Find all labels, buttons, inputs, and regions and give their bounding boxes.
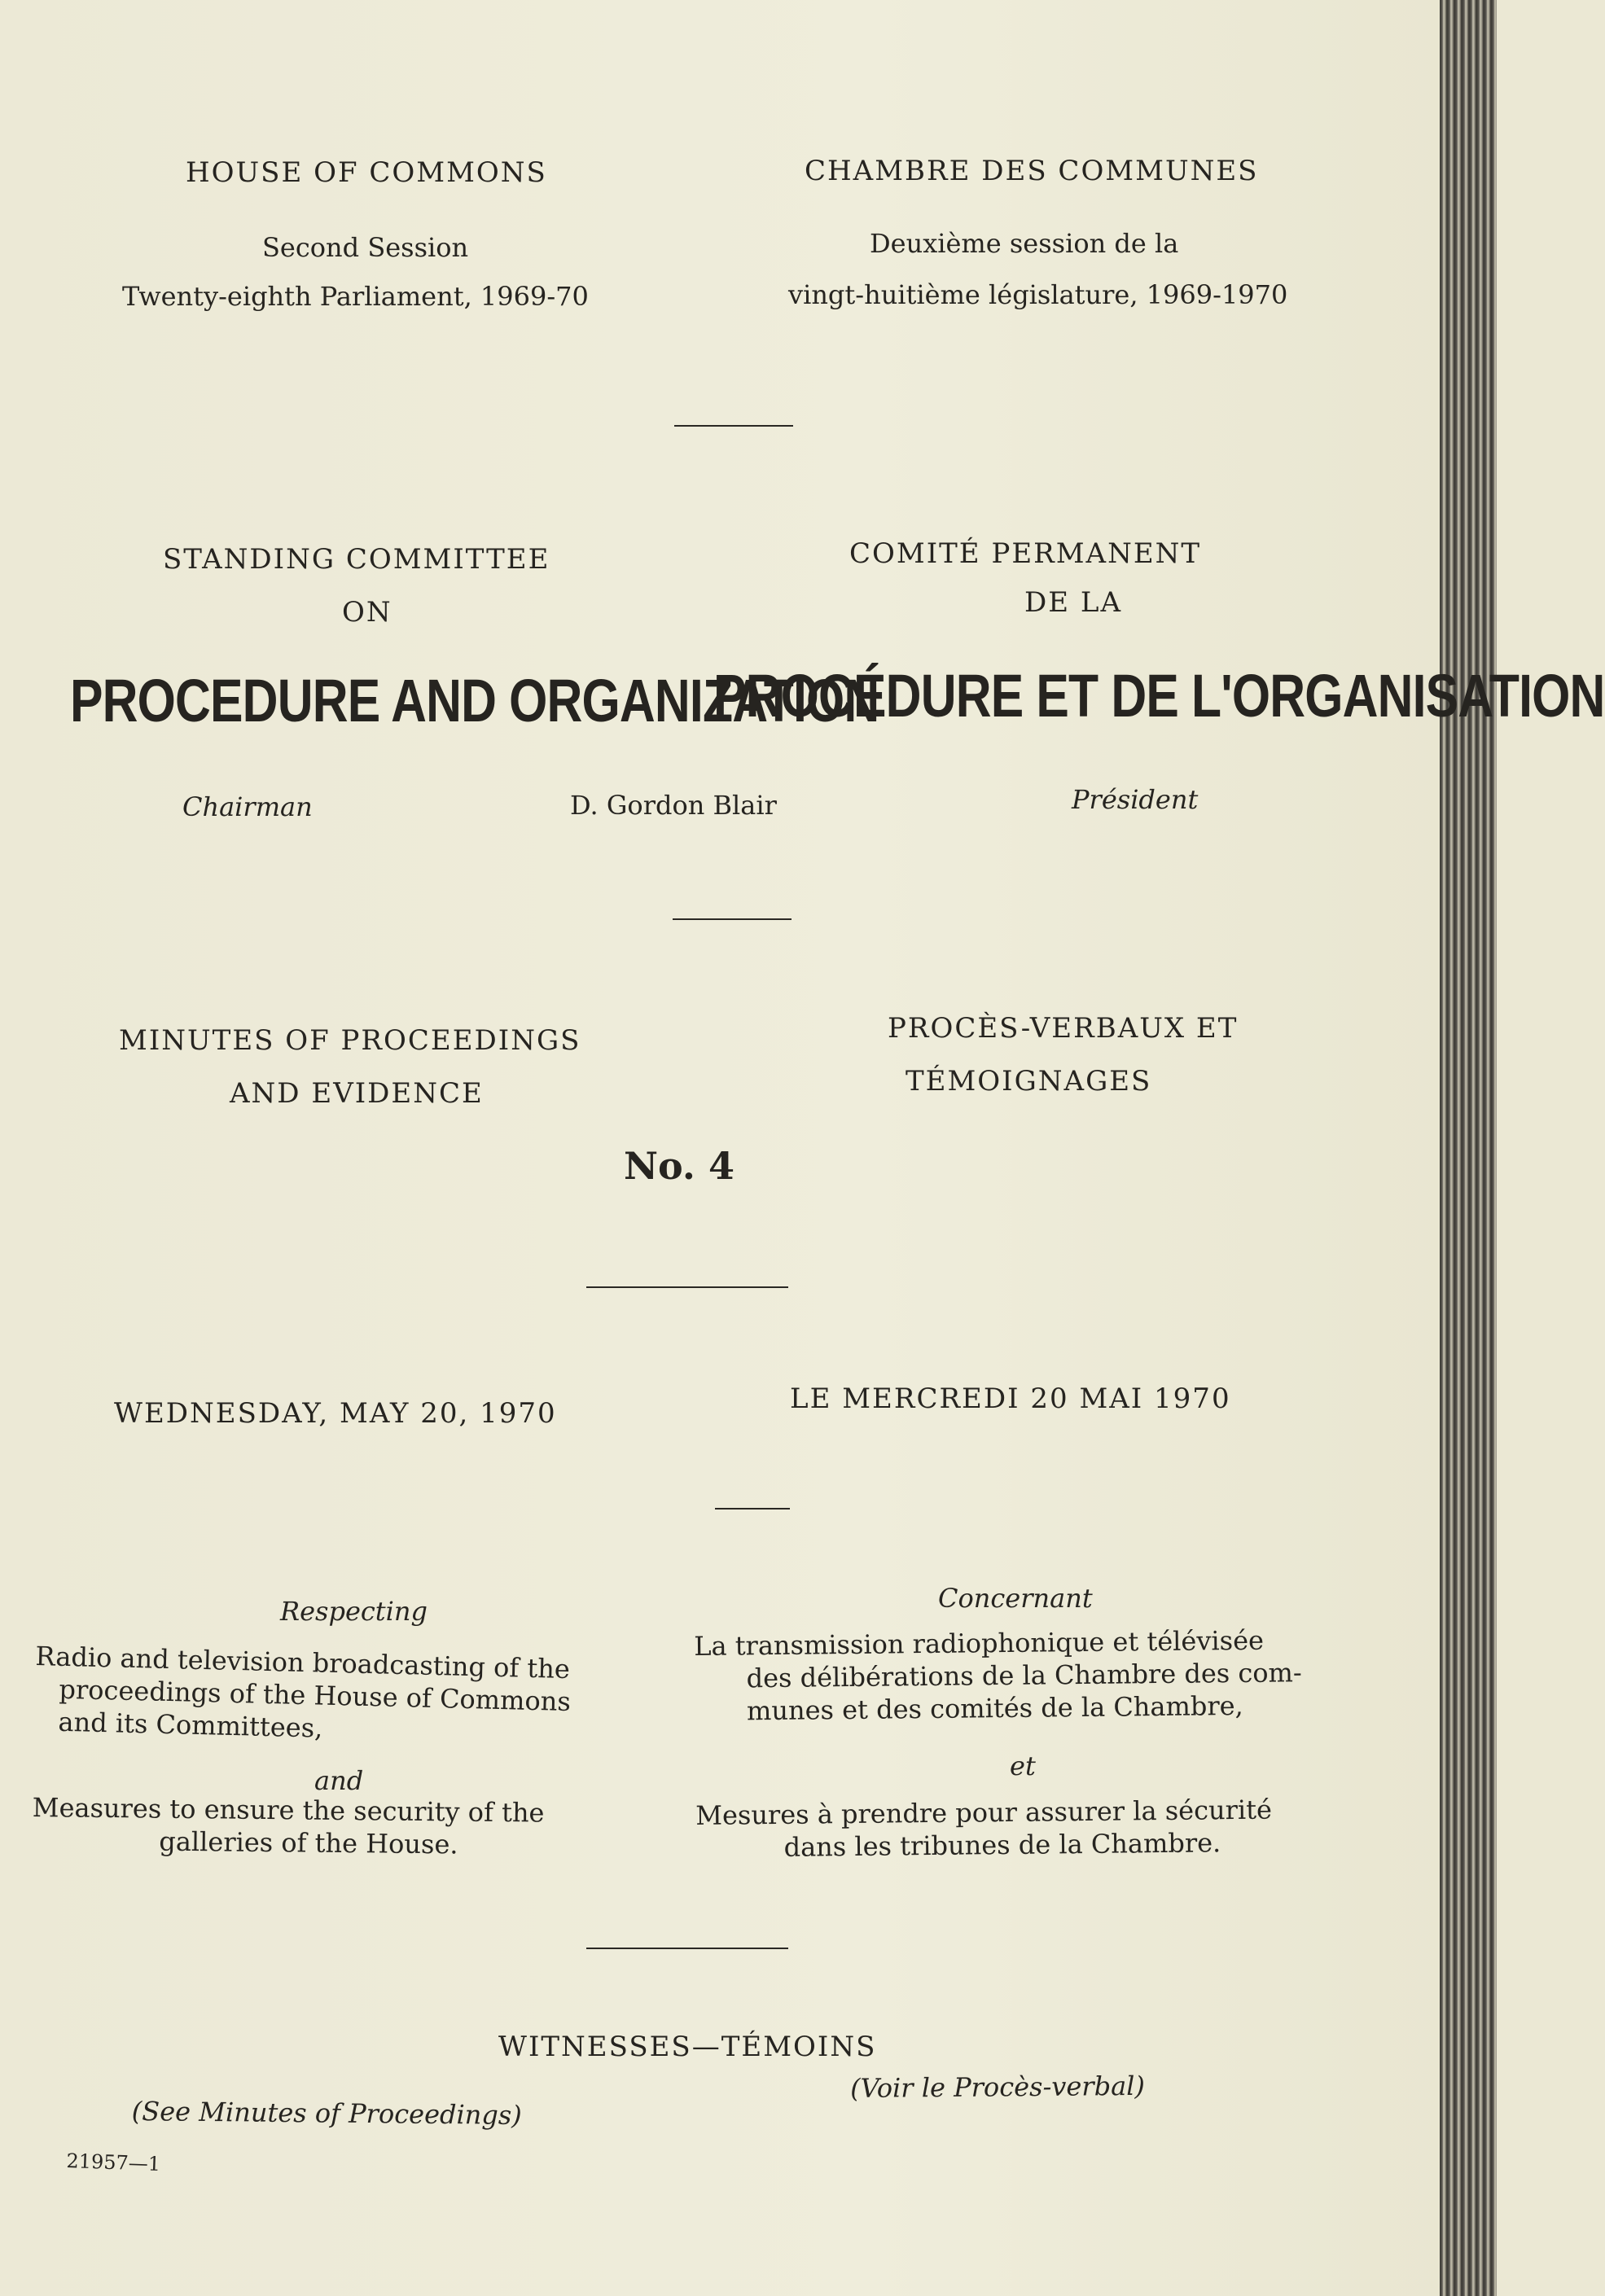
text-line: La transmission radiophonique et télévisée — [694, 1624, 1265, 1662]
president-label: Président — [1072, 784, 1199, 815]
committee-line2-fr: DE LA — [1024, 586, 1123, 619]
committee-line2-en: ON — [342, 596, 392, 629]
divider — [674, 425, 793, 427]
text-line: dans les tribunes de la Chambre. — [783, 1827, 1221, 1863]
page-edge — [1440, 0, 1497, 2296]
committee-line1-en: STANDING COMMITTEE — [163, 543, 550, 576]
witnesses-note-fr: (Voir le Procès-verbal) — [850, 2070, 1146, 2104]
concernant-label: Concernant — [938, 1583, 1093, 1614]
text-line: proceedings of the House of Commons — [59, 1673, 572, 1718]
text-line: galleries of the House. — [159, 1825, 458, 1860]
house-title-fr: CHAMBRE DES COMMUNES — [805, 155, 1259, 187]
house-title-en: HOUSE OF COMMONS — [186, 156, 547, 189]
text-line: Mesures à prendre pour assurer la sécurité — [695, 1794, 1273, 1831]
committee-name-fr: PROCÉDURE ET DE L'ORGANISATION — [713, 662, 1605, 730]
session-en: Second Session — [262, 232, 469, 263]
minutes-line1-en: MINUTES OF PROCEEDINGS — [119, 1024, 581, 1057]
subject-item2-en — [32, 1791, 668, 1863]
minutes-line2-en: AND EVIDENCE — [230, 1077, 484, 1110]
witnesses-note-en: (See Minutes of Proceedings) — [131, 2096, 522, 2132]
witnesses-heading: WITNESSES—TÉMOINS — [498, 2031, 877, 2063]
date-en: WEDNESDAY, MAY 20, 1970 — [114, 1397, 557, 1430]
parliament-fr: vingt-huitième législature, 1969-1970 — [788, 279, 1288, 310]
minutes-line2-fr: TÉMOIGNAGES — [906, 1065, 1152, 1098]
subject-item1-fr — [694, 1623, 1362, 1728]
text-line: munes et des comités de la Chambre, — [746, 1689, 1243, 1727]
print-code: 21957—1 — [66, 2149, 161, 2176]
session-fr: Deuxième session de la — [870, 228, 1179, 259]
et-label: et — [1010, 1750, 1036, 1781]
text-line: and its Committees, — [58, 1706, 323, 1744]
minutes-line1-fr: PROCÈS-VERBAUX ET — [888, 1012, 1239, 1045]
date-fr: LE MERCREDI 20 MAI 1970 — [790, 1382, 1231, 1415]
divider — [715, 1508, 790, 1509]
text-line: Measures to ensure the security of the — [32, 1792, 545, 1829]
chairman-name: D. Gordon Blair — [570, 790, 777, 821]
chairman-label: Chairman — [182, 791, 313, 822]
committee-line1-fr: COMITÉ PERMANENT — [849, 537, 1202, 570]
text-line: des délibérations de la Chambre des com- — [746, 1657, 1302, 1694]
parliament-en: Twenty-eighth Parliament, 1969-70 — [122, 281, 589, 312]
divider — [586, 1948, 788, 1949]
divider — [586, 1286, 788, 1288]
subject-item2-fr — [695, 1792, 1364, 1864]
respecting-label: Respecting — [280, 1596, 428, 1627]
divider — [673, 918, 792, 920]
subject-item1-en — [33, 1640, 671, 1753]
issue-number: No. 4 — [624, 1144, 735, 1188]
text-line: Radio and television broadcasting of the — [35, 1640, 571, 1685]
and-label: and — [314, 1765, 364, 1796]
committee-name-en: PROCEDURE AND ORGANIZATION — [70, 667, 879, 734]
